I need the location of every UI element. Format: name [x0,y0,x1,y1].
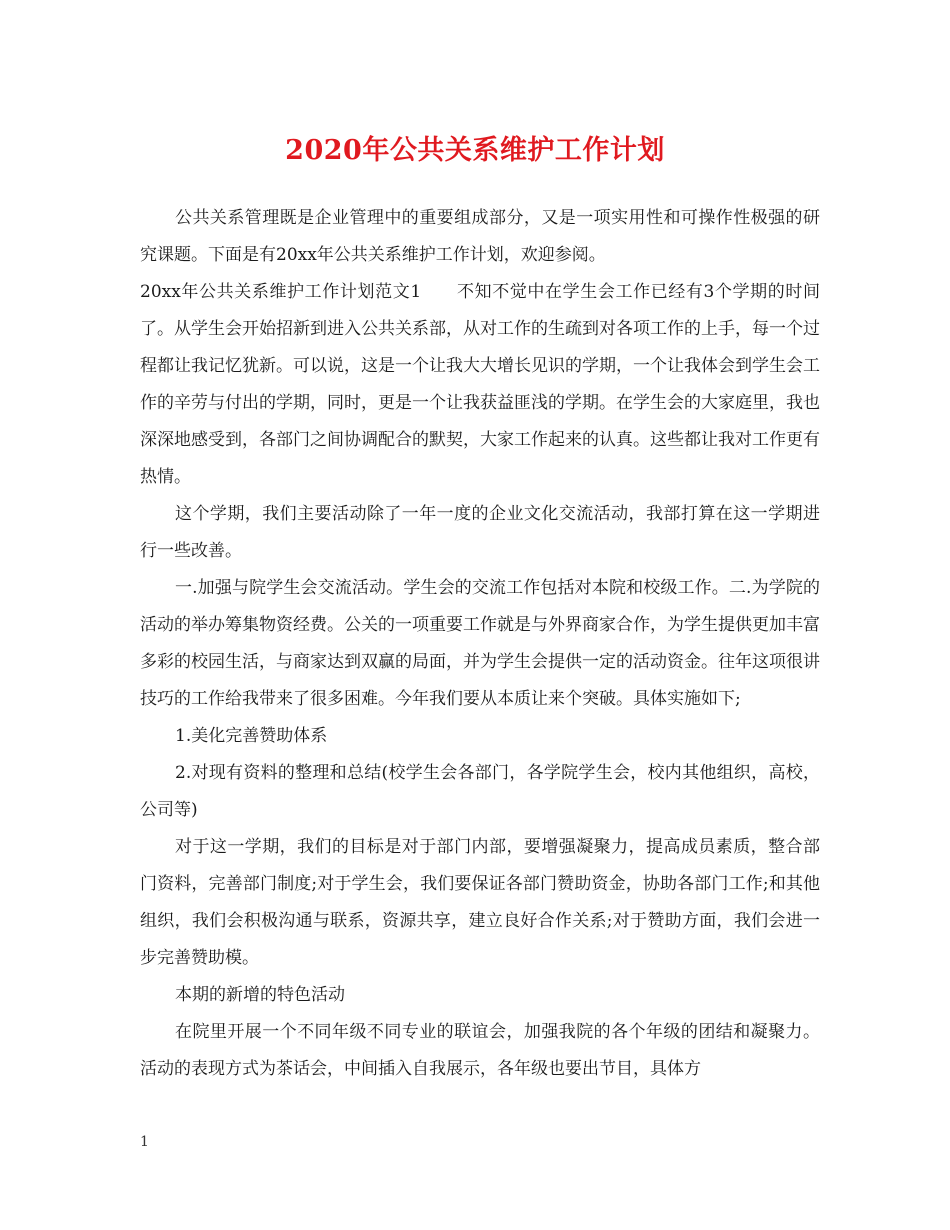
paragraph-exchange: 一.加强与院学生会交流活动。学生会的交流工作包括对本院和校级工作。二.为学院的活动的举办筹集物资经费。公关的一项重要工作就是与外界商家合作，为学生提供更加丰富多彩的校园生活，与商家达到双赢的局面，并为学生会提供一定的活动资金。往年这项很讲技巧的工作给我带来了很多困难。今年我们要从本质让来个突破。具体实施如下; [140,578,820,709]
list-item-1: 1.美化完善赞助体系 [175,726,328,746]
paragraph-feature-activity: 在院里开展一个不同年级不同专业的联谊会，加强我院的各个年级的团结和凝聚力。活动的表现方式为茶话会，中间插入自我展示，各年级也要出节目，具体方 [140,1022,820,1079]
paragraph-intro: 公共关系管理既是企业管理中的重要组成部分，又是一项实用性和可操作性极强的研究课题。下面是有20xx年公共关系维护工作计划，欢迎参阅。 [140,208,820,265]
paragraph-sample-1: 20xx年公共关系维护工作计划范文1 不知不觉中在学生会工作已经有3个学期的时间了。从学生会开始招新到进入公共关系部，从对工作的生疏到对各项工作的上手，每一个过程都让我记忆犹新。可以说，这是一个让我大大增长见识的学期，一个让我体会到学生会工作的辛劳与付出的学期，同时，更是一个让我获益匪浅的学期。在学生会的大家庭里，我也深深地感受到，各部门之间协调配合的默契，大家工作起来的认真。这些都让我对工作更有热情。 [140,282,820,487]
list-item-2: 2.对现有资料的整理和总结(校学生会各部门，各学院学生会，校内其他组织，高校，公司等) [140,763,820,820]
paragraph-goals: 对于这一学期，我们的目标是对于部门内部，要增强凝聚力，提高成员素质，整合部门资料，完善部门制度;对于学生会，我们要保证各部门赞助资金，协助各部门工作;和其他组织，我们会积极沟通与联系，资源共享，建立良好合作关系;对于赞助方面，我们会进一步完善赞助模。 [140,837,820,968]
paragraph-feature-heading: 本期的新增的特色活动 [175,985,345,1005]
page-number: 1 [140,1134,149,1150]
paragraph-semester-plan: 这个学期，我们主要活动除了一年一度的企业文化交流活动，我部打算在这一学期进行一些改善。 [140,504,820,561]
document-title: 2020年公共关系维护工作计划 [285,135,665,166]
document-body [140,200,820,1088]
